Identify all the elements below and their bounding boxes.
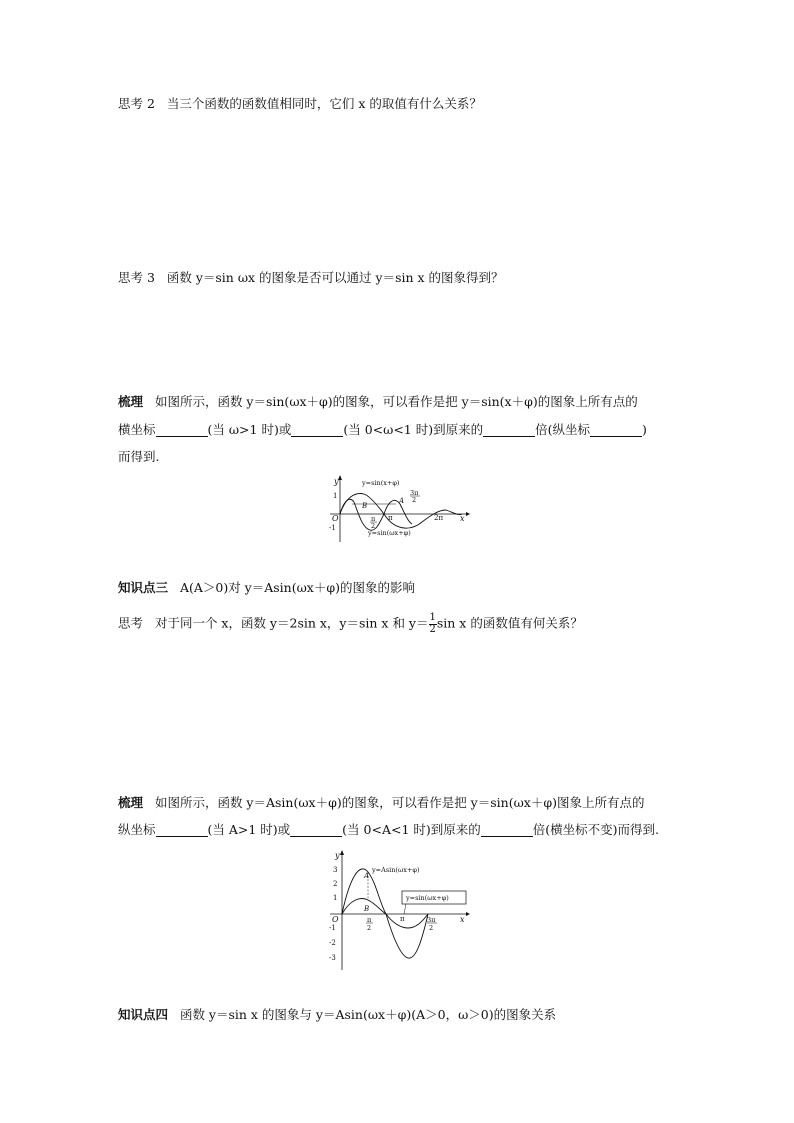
tick-2: 2 xyxy=(333,880,338,888)
think3-question xyxy=(118,272,504,285)
think2-label: 思考 2 xyxy=(118,96,155,111)
summary1-line3: 而得到. xyxy=(118,449,160,464)
knowledge4-heading xyxy=(118,1009,556,1022)
summary2-text: 如图所示，函数 y＝Asin(ωx＋φ)的图象，可以看作是把 y＝sin(ωx＋φ)图象上所有点的 xyxy=(154,795,645,810)
summary1-p5: ) xyxy=(641,422,647,437)
summary1-p1: 横坐标 xyxy=(118,422,156,437)
tick-1: 1 xyxy=(333,492,338,500)
origin-label: O xyxy=(332,915,339,924)
think4-text-b: sin x 的函数值有何关系？ xyxy=(436,615,583,631)
summary2-label: 梳理 xyxy=(118,795,144,810)
label-sin-x-phi: y=sin(x+φ) xyxy=(362,479,400,487)
tick-minus2: -2 xyxy=(329,939,336,947)
tick-minus1: -1 xyxy=(329,924,336,932)
summary1-line1 xyxy=(118,396,638,409)
tick-pi: π xyxy=(388,514,393,522)
summary2-line1 xyxy=(118,797,644,810)
tick-half-pi-den: 2 xyxy=(367,924,372,932)
summary2-p1: 纵坐标 xyxy=(118,822,156,837)
y-arrow xyxy=(338,475,342,480)
fill-blank[interactable] xyxy=(156,425,208,437)
summary1-p4: 倍(纵坐标 xyxy=(535,422,590,437)
tick-3half-pi-den: 2 xyxy=(412,496,417,504)
tick-minus1: -1 xyxy=(329,524,336,532)
tick-half-pi-num: π xyxy=(371,515,376,523)
point-B: B xyxy=(362,502,368,510)
summary1-text: 如图所示，函数 y＝sin(ωx＋φ)的图象，可以看作是把 y＝sin(x＋φ)的图象上所有点的 xyxy=(154,394,638,409)
knowledge4-label: 知识点四 xyxy=(118,1007,169,1022)
tick-2pi: 2π xyxy=(434,514,444,522)
tick-minus3: -3 xyxy=(329,954,336,962)
figure1-graph xyxy=(322,474,472,544)
summary2-line2 xyxy=(118,824,659,837)
x-label: x xyxy=(460,514,465,523)
frac-num: 1 xyxy=(429,612,436,623)
point-A: A xyxy=(399,497,405,505)
knowledge3-label: 知识点三 xyxy=(118,580,169,595)
point-B: B xyxy=(364,905,370,913)
frac-den: 2 xyxy=(429,623,436,635)
fill-blank[interactable] xyxy=(483,425,535,437)
summary1-p2: (当 ω>1 时)或 xyxy=(207,422,292,437)
fraction-one-half xyxy=(429,613,437,635)
think3-text: 函数 y＝sin ωx 的图象是否可以通过 y＝sin x 的图象得到？ xyxy=(166,270,504,285)
tick-half-pi-den: 2 xyxy=(371,522,376,530)
knowledge3-text: A(A＞0)对 y＝Asin(ωx＋φ)的图象的影响 xyxy=(179,580,415,595)
think2-question xyxy=(118,98,482,111)
think2-text: 当三个函数的函数值相同时，它们 x 的取值有什么关系？ xyxy=(166,96,482,111)
label-sin-omega: y=sin(ωx+φ) xyxy=(368,529,411,537)
summary2-p3: (当 0<A<1 时)到原来的 xyxy=(342,822,481,837)
x-label: x xyxy=(460,915,465,924)
label-sin-boxed: y=sin(ωx+φ) xyxy=(406,894,449,902)
tick-3: 3 xyxy=(333,866,338,874)
knowledge4-text: 函数 y＝sin x 的图象与 y＝Asin(ωx＋φ)(A＞0，ω＞0)的图象关系 xyxy=(179,1007,557,1022)
tick-3half-pi-num: 3π xyxy=(410,489,419,497)
tick-pi: π xyxy=(400,915,405,923)
fill-blank[interactable] xyxy=(590,425,642,437)
summary1-p3: (当 0<ω<1 时)到原来的 xyxy=(343,422,484,437)
y-label: y xyxy=(334,477,339,486)
think4-question xyxy=(118,613,583,635)
point-A: A xyxy=(364,872,370,880)
fill-blank[interactable] xyxy=(291,425,343,437)
tick-1: 1 xyxy=(333,894,338,902)
origin-label: O xyxy=(332,514,339,523)
fill-blank[interactable] xyxy=(156,825,208,837)
figure2-graph xyxy=(322,848,472,973)
fill-blank[interactable] xyxy=(481,825,533,837)
summary2-p2: (当 A>1 时)或 xyxy=(207,822,291,837)
think4-text-a: 对于同一个 x，函数 y＝2sin x，y＝sin x 和 y＝ xyxy=(154,615,429,631)
x-arrow xyxy=(466,912,470,916)
summary2-p4: 倍(横坐标不变)而得到. xyxy=(532,822,659,837)
knowledge3-heading xyxy=(118,582,415,595)
label-A-sin: y=Asin(ωx+φ) xyxy=(372,866,420,874)
tick-3half-pi-num: 3π xyxy=(427,916,436,924)
summary1-label: 梳理 xyxy=(118,394,144,409)
think4-label: 思考 xyxy=(118,615,144,631)
fill-blank[interactable] xyxy=(290,825,342,837)
x-arrow xyxy=(466,512,470,516)
tick-3half-pi-den: 2 xyxy=(429,924,434,932)
y-arrow xyxy=(340,850,344,855)
think3-label: 思考 3 xyxy=(118,270,155,285)
tick-half-pi-num: π xyxy=(367,916,372,924)
y-label: y xyxy=(335,851,340,860)
summary1-line2 xyxy=(118,424,647,437)
